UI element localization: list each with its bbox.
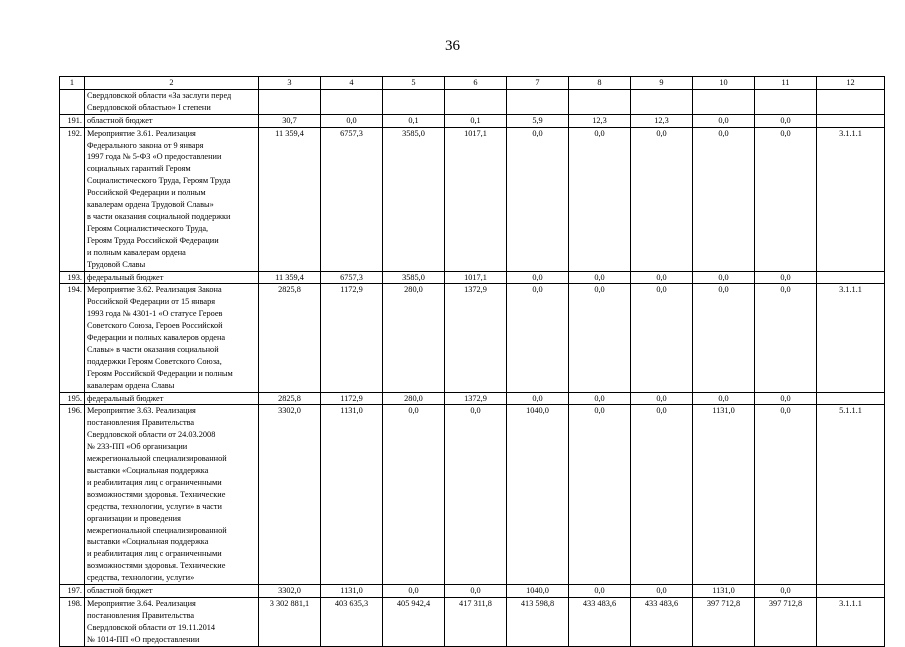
value-cell: 0,0	[693, 271, 755, 284]
value-cell: 0,0	[507, 284, 569, 392]
value-cell: 280,0	[383, 392, 445, 405]
row-description: Мероприятие 3.62. Реализация Закона Российской Федерации от 15 января 1993 года № 4301-1 «О статусе Героев Советского Союза, Героев Российской Федерации и полных кавалеров ордена Славы» в части оказания социальной поддержки Героям Советского Союза, Героям Российской Федерации и полным кавалерам ордена Славы	[85, 284, 259, 392]
column-header: 7	[507, 77, 569, 90]
value-cell: 0,0	[755, 284, 817, 392]
row-number: 191.	[60, 114, 85, 127]
target-code-cell	[817, 114, 885, 127]
value-cell: 280,0	[383, 284, 445, 392]
table-row	[60, 271, 885, 284]
row-description: Мероприятие 3.61. Реализация Федерального закона от 9 января 1997 года № 5-ФЗ «О предоставлении социальных гарантий Героям Социалистического Труда, Героям Труда Российской Федерации и полным кавалерам ордена Трудовой Славы» в части оказания социальной поддержки Героям Социалистического Труда, Героям Труда Российской Федерации и полным кавалерам ордена Трудовой Славы	[85, 127, 259, 271]
table-row	[60, 127, 885, 271]
value-cell: 1131,0	[693, 405, 755, 585]
value-cell: 0,0	[569, 284, 631, 392]
value-cell: 0,0	[445, 585, 507, 598]
row-number: 198.	[60, 597, 85, 646]
value-cell: 1372,9	[445, 392, 507, 405]
column-header: 6	[445, 77, 507, 90]
value-cell: 12,3	[631, 114, 693, 127]
table-row	[60, 392, 885, 405]
value-cell	[631, 89, 693, 114]
row-description: федеральный бюджет	[85, 392, 259, 405]
value-cell	[693, 89, 755, 114]
target-code-cell	[817, 392, 885, 405]
value-cell: 30,7	[259, 114, 321, 127]
value-cell: 6757,3	[321, 127, 383, 271]
value-cell: 0,0	[631, 271, 693, 284]
value-cell: 0,0	[631, 585, 693, 598]
value-cell: 0,0	[569, 585, 631, 598]
value-cell: 0,0	[631, 284, 693, 392]
target-code-cell	[817, 89, 885, 114]
value-cell: 0,0	[507, 392, 569, 405]
value-cell: 11 359,4	[259, 127, 321, 271]
table-row	[60, 89, 885, 114]
column-header: 10	[693, 77, 755, 90]
row-number: 197.	[60, 585, 85, 598]
value-cell: 11 359,4	[259, 271, 321, 284]
value-cell: 3302,0	[259, 405, 321, 585]
value-cell: 0,0	[755, 392, 817, 405]
column-header: 1	[60, 77, 85, 90]
table-row	[60, 405, 885, 585]
value-cell: 403 635,3	[321, 597, 383, 646]
column-header: 3	[259, 77, 321, 90]
value-cell: 1040,0	[507, 405, 569, 585]
row-description: областной бюджет	[85, 114, 259, 127]
value-cell: 0,0	[569, 271, 631, 284]
value-cell	[507, 89, 569, 114]
value-cell: 397 712,8	[693, 597, 755, 646]
row-description: Мероприятие 3.64. Реализация постановления Правительства Свердловской области от 19.11.2014 № 1014-ПП «О предоставлении	[85, 597, 259, 646]
value-cell: 0,0	[755, 405, 817, 585]
header-row	[60, 77, 885, 90]
value-cell	[755, 89, 817, 114]
value-cell	[569, 89, 631, 114]
row-number: 192.	[60, 127, 85, 271]
target-code-cell: 5.1.1.1	[817, 405, 885, 585]
value-cell: 0,0	[383, 405, 445, 585]
row-description: Свердловской области «За заслуги перед Свердловской областью» I степени	[85, 89, 259, 114]
row-description: областной бюджет	[85, 585, 259, 598]
value-cell: 397 712,8	[755, 597, 817, 646]
value-cell: 6757,3	[321, 271, 383, 284]
value-cell: 0,1	[383, 114, 445, 127]
value-cell: 0,0	[693, 127, 755, 271]
table-row	[60, 597, 885, 646]
value-cell: 1172,9	[321, 392, 383, 405]
column-header: 4	[321, 77, 383, 90]
row-number	[60, 89, 85, 114]
value-cell: 0,0	[383, 585, 445, 598]
page-number: 36	[445, 38, 460, 54]
column-header: 8	[569, 77, 631, 90]
value-cell	[259, 89, 321, 114]
value-cell: 1131,0	[321, 585, 383, 598]
column-header: 5	[383, 77, 445, 90]
value-cell: 405 942,4	[383, 597, 445, 646]
target-code-cell	[817, 271, 885, 284]
row-number: 196.	[60, 405, 85, 585]
value-cell: 1372,9	[445, 284, 507, 392]
value-cell: 0,0	[631, 127, 693, 271]
value-cell: 0,0	[569, 392, 631, 405]
table-row	[60, 284, 885, 392]
value-cell: 0,0	[755, 127, 817, 271]
value-cell: 12,3	[569, 114, 631, 127]
value-cell: 0,0	[693, 392, 755, 405]
value-cell: 0,0	[755, 271, 817, 284]
value-cell: 2825,8	[259, 392, 321, 405]
value-cell: 3302,0	[259, 585, 321, 598]
column-header: 9	[631, 77, 693, 90]
target-code-cell: 3.1.1.1	[817, 127, 885, 271]
table-body	[60, 77, 885, 647]
value-cell: 433 483,6	[631, 597, 693, 646]
value-cell: 5,9	[507, 114, 569, 127]
value-cell: 0,0	[507, 127, 569, 271]
value-cell: 0,0	[631, 405, 693, 585]
value-cell: 417 311,8	[445, 597, 507, 646]
row-number: 194.	[60, 284, 85, 392]
value-cell: 433 483,6	[569, 597, 631, 646]
value-cell: 1131,0	[693, 585, 755, 598]
value-cell	[383, 89, 445, 114]
value-cell: 1017,1	[445, 127, 507, 271]
target-code-cell	[817, 585, 885, 598]
row-description: федеральный бюджет	[85, 271, 259, 284]
target-code-cell: 3.1.1.1	[817, 597, 885, 646]
value-cell: 0,1	[445, 114, 507, 127]
value-cell: 0,0	[569, 127, 631, 271]
value-cell: 2825,8	[259, 284, 321, 392]
row-number: 195.	[60, 392, 85, 405]
value-cell: 0,0	[693, 284, 755, 392]
value-cell: 0,0	[507, 271, 569, 284]
column-header: 2	[85, 77, 259, 90]
column-header: 12	[817, 77, 885, 90]
value-cell: 3585,0	[383, 127, 445, 271]
value-cell: 1017,1	[445, 271, 507, 284]
column-header: 11	[755, 77, 817, 90]
value-cell: 0,0	[693, 114, 755, 127]
target-code-cell: 3.1.1.1	[817, 284, 885, 392]
value-cell: 0,0	[755, 114, 817, 127]
budget-table	[59, 76, 885, 647]
value-cell: 1040,0	[507, 585, 569, 598]
value-cell: 0,0	[631, 392, 693, 405]
row-description: Мероприятие 3.63. Реализация постановления Правительства Свердловской области от 24.03.2008 № 233-ПП «Об организации межрегиональной специализированной выставки «Социальная поддержка и реабилитация лиц с ограниченными возможностями здоровья. Технические средства, технологии, услуги» в части организации и проведения межрегиональной специализированной выставки «Социальная поддержка и реабилитация лиц с ограниченными возможностями здоровья. Технические средства, технологии, услуги»	[85, 405, 259, 585]
table-row	[60, 114, 885, 127]
value-cell: 1172,9	[321, 284, 383, 392]
value-cell: 3585,0	[383, 271, 445, 284]
value-cell: 3 302 881,1	[259, 597, 321, 646]
value-cell: 1131,0	[321, 405, 383, 585]
value-cell: 0,0	[445, 405, 507, 585]
table-row	[60, 585, 885, 598]
value-cell: 413 598,8	[507, 597, 569, 646]
value-cell: 0,0	[755, 585, 817, 598]
value-cell: 0,0	[321, 114, 383, 127]
value-cell	[445, 89, 507, 114]
value-cell: 0,0	[569, 405, 631, 585]
row-number: 193.	[60, 271, 85, 284]
value-cell	[321, 89, 383, 114]
